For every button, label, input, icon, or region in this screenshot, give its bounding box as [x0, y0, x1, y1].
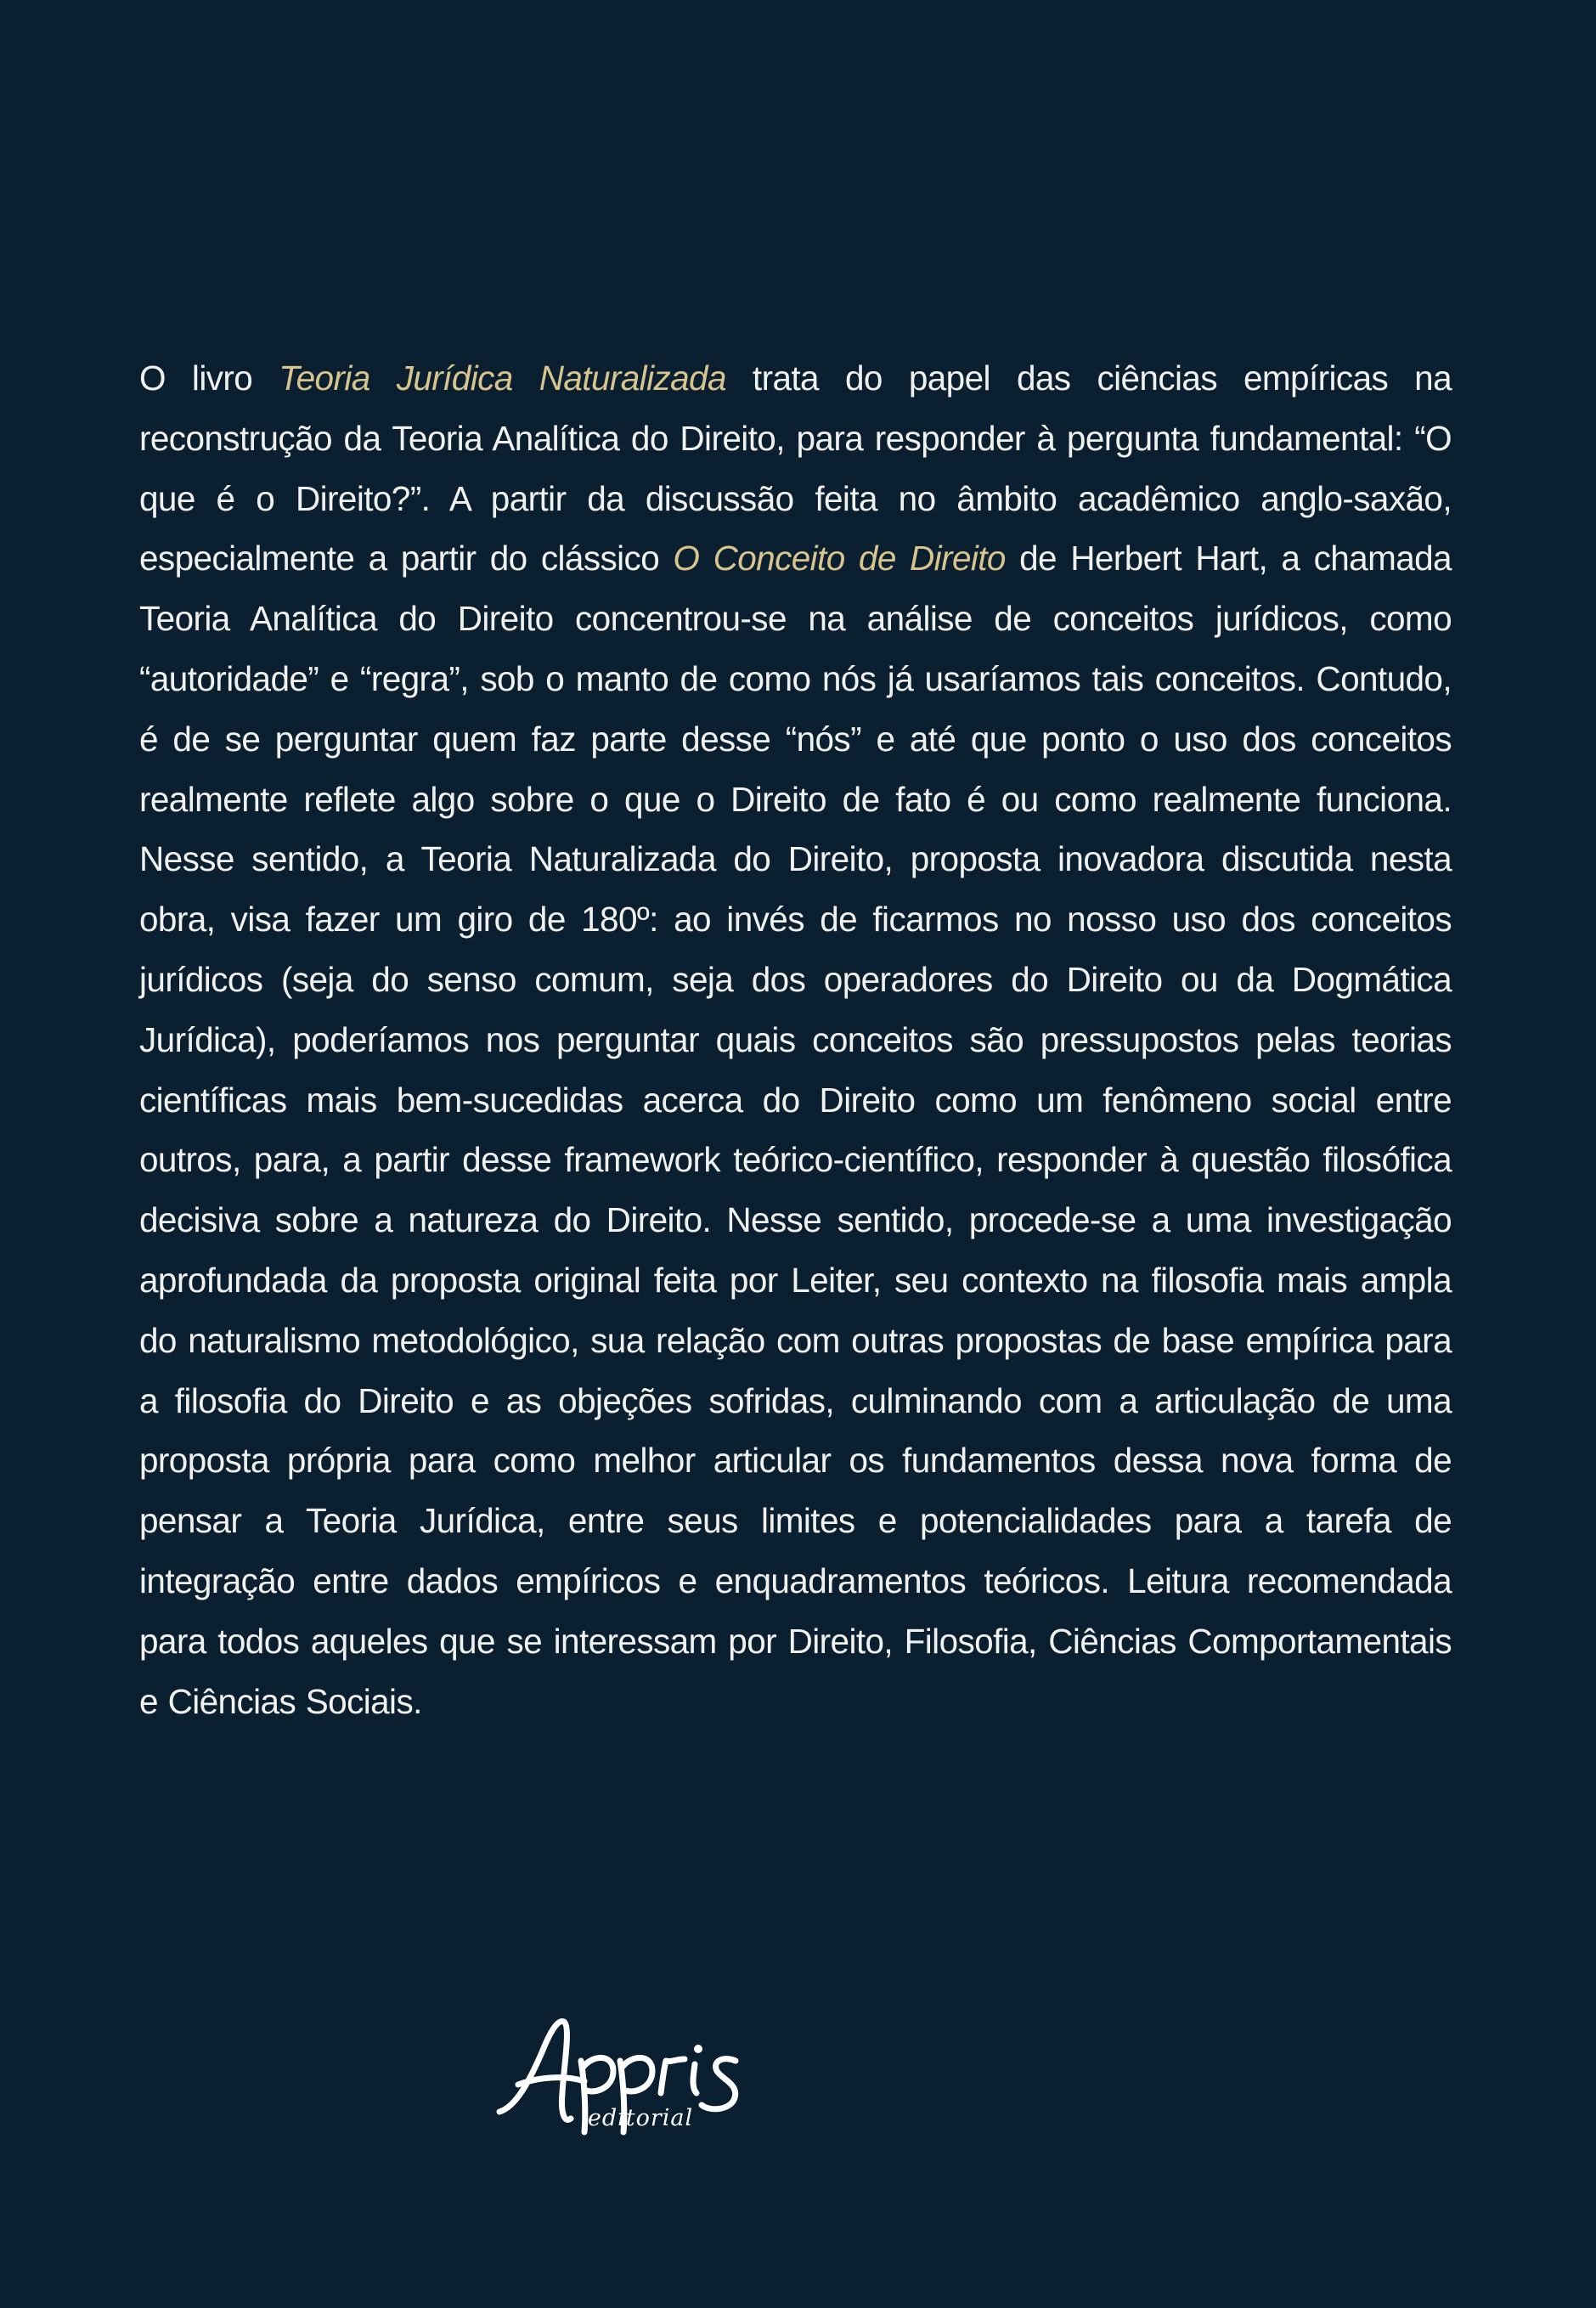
appris-editorial-logo — [493, 2012, 777, 2139]
appris-logo-mark — [493, 2012, 777, 2139]
book-title: Teoria Jurídica Naturalizada — [279, 358, 726, 398]
logo-subtitle: editorial — [587, 2105, 694, 2131]
classic-title: O Conceito de Direito — [673, 539, 1006, 578]
synopsis-body-1: trata do papel das ciências empíricas na reconstrução da Teoria Analítica do Direito, para responder à pergunta fundamental: “O que é o Direito?”. A partir da discussão feita no âmbito acadêmico anglo-saxão, especialmente a partir do clássico — [139, 358, 1452, 578]
synopsis-intro: O livro — [139, 358, 279, 398]
synopsis-body-2: de Herbert Hart, a chamada Teoria Analítica do Direito concentrou-se na análise de conceitos jurídicos, como “autoridade” e “regra”, sob o manto de como nós já usaríamos tais conceitos. Contudo, é de se perguntar quem faz parte desse “nós” e até que ponto o uso dos conceitos realmente reflete algo sobre o que o Direito de fato é ou como realmente funciona. Nesse sentido, a Teoria Naturalizada do Direito, proposta inovadora discutida nesta obra, visa fazer um giro de 180º: ao invés de ficarmos no nosso uso dos conceitos jurídicos (seja do senso comum, seja dos operadores do Direito ou da Dogmática Jurídica), poderíamos nos perguntar quais conceitos são pressupostos pelas teorias científicas mais bem-sucedidas acerca do Direito como um fenômeno social entre outros, para, a partir desse framework teórico-científico, responder à questão filosófica decisiva sobre a natureza do Direito. Nesse sentido, procede-se a uma investigação aprofundada da proposta original feita por Leiter, seu contexto na filosofia mais ampla do naturalismo metodológico, sua relação com outras propostas de base empírica para a filosofia do Direito e as objeções sofridas, culminando com a articulação de uma proposta própria para como melhor articular os fundamentos dessa nova forma de pensar a Teoria Jurídica, entre seus limites e potencialidades para a tarefa de integração entre dados empíricos e enquadramentos teóricos. Leitura recomendada para todos aqueles que se interessam por Direito, Filosofia, Ciências Comportamentais e Ciências Sociais. — [139, 539, 1452, 1721]
book-synopsis — [139, 348, 1452, 1731]
